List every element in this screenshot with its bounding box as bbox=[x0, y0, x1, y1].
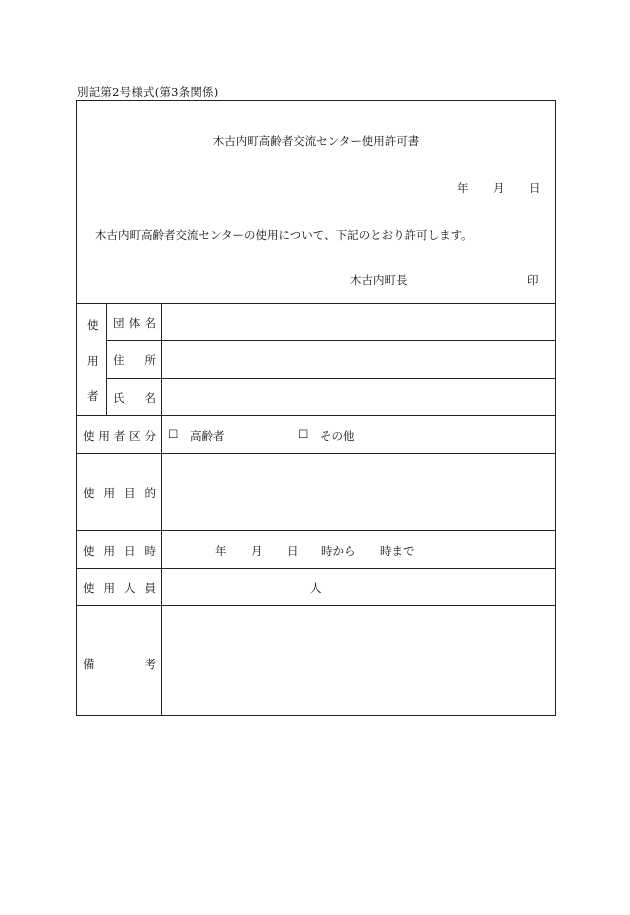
permit-form bbox=[76, 100, 556, 716]
user-group-char-1: 使 bbox=[87, 318, 99, 332]
organization-name-label: 団 体 名 bbox=[113, 316, 156, 330]
rule-user-bottom bbox=[77, 415, 555, 416]
purpose-label: 使 用 目 的 bbox=[83, 486, 156, 500]
form-title: 木古内町高齢者交流センター使用許可書 bbox=[212, 134, 420, 148]
datetime-day-label: 日 bbox=[287, 544, 299, 558]
rule-label-column bbox=[161, 303, 162, 715]
usage-datetime-label: 使 用 日 時 bbox=[83, 544, 156, 558]
rule-user-subcolumn bbox=[106, 303, 107, 415]
issuer-title: 木古内町長 bbox=[350, 273, 408, 287]
user-group-char-3: 者 bbox=[87, 389, 99, 403]
date-day-label: 日 bbox=[529, 181, 541, 195]
form-caption: 別記第2号様式(第3条関係) bbox=[77, 85, 219, 99]
datetime-month-label: 月 bbox=[251, 544, 263, 558]
seal-mark: 印 bbox=[527, 273, 539, 287]
date-year-label: 年 bbox=[457, 181, 469, 195]
rule-user-2 bbox=[106, 378, 555, 379]
name-label: 氏 名 bbox=[113, 391, 156, 405]
rule-category-bottom bbox=[77, 453, 555, 454]
datetime-until-label: 時まで bbox=[380, 544, 415, 558]
date-month-label: 月 bbox=[493, 181, 505, 195]
headcount-label: 使 用 人 員 bbox=[83, 581, 156, 595]
remarks-label: 備 考 bbox=[83, 657, 156, 671]
elderly-option-label: 高齢者 bbox=[190, 429, 225, 443]
user-category-label: 使 用 者 区 分 bbox=[83, 429, 156, 443]
rule-headcount-bottom bbox=[77, 605, 555, 606]
headcount-unit: 人 bbox=[310, 581, 322, 595]
user-group-char-2: 用 bbox=[87, 354, 99, 368]
other-checkbox[interactable]: ☐ bbox=[298, 427, 309, 441]
address-label: 住 所 bbox=[113, 353, 156, 367]
other-option-label: その他 bbox=[320, 429, 355, 443]
datetime-from-label: 時から bbox=[321, 544, 356, 558]
rule-purpose-bottom bbox=[77, 530, 555, 531]
rule-user-1 bbox=[106, 340, 555, 341]
permit-statement: 木古内町高齢者交流センターの使用について、下記のとおり許可します。 bbox=[95, 228, 473, 242]
elderly-checkbox[interactable]: ☐ bbox=[168, 427, 179, 441]
rule-header-bottom bbox=[77, 303, 555, 304]
rule-datetime-bottom bbox=[77, 568, 555, 569]
datetime-year-label: 年 bbox=[215, 544, 227, 558]
